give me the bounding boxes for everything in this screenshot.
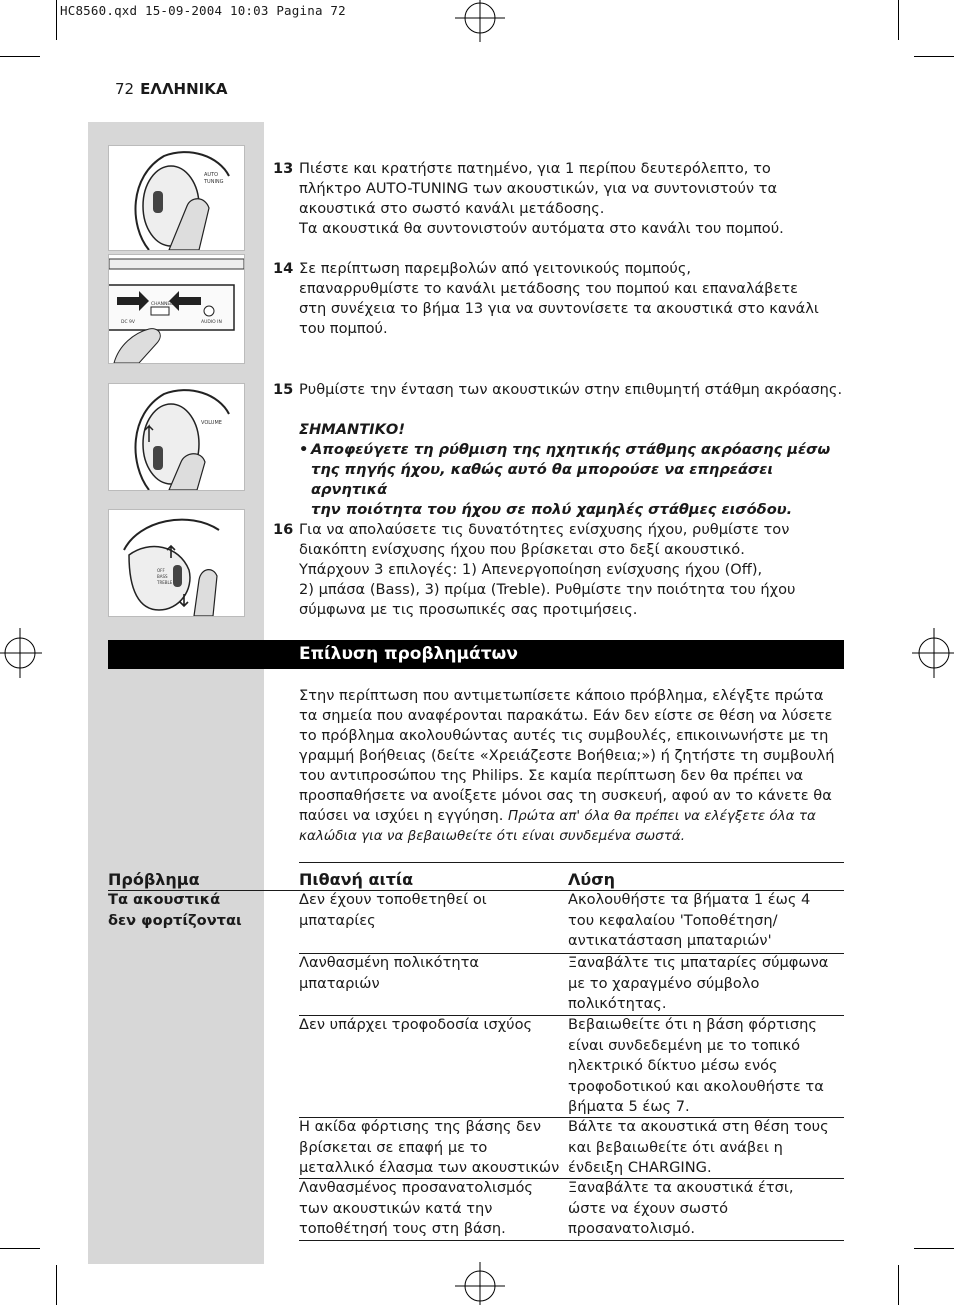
illustration-volume xyxy=(108,383,245,491)
illustration-sound-boost xyxy=(108,509,245,617)
step-text: Ρυθμίστε την ένταση των ακουστικών στην επιθυμητή στάθμη ακρόασης. xyxy=(299,381,843,398)
page-number: 72 xyxy=(115,80,135,98)
illustration-auto-tuning xyxy=(108,145,245,251)
table-top-rule xyxy=(299,862,844,863)
table-row-1-cause: Δεν έχουν τοποθετηθεί οι μπαταρίες xyxy=(299,891,487,929)
svg-text:OFF: OFF xyxy=(157,568,165,573)
section-heading-bar xyxy=(108,640,844,669)
step-text: Για να απολαύσετε τις δυνατότητες ενίσχυσης ήχου, ρυθμίστε τον διακόπτη ενίσχυσης ήχου που βρίσκεται στο δεξί ακουστικό. Υπάρχουν 3 επιλογές: 1) Απενεργοποίηση ενίσχυσης ήχου (Off), 2) μπάσα (Bass), 3) πρίμα (Treble). Ρυθμίστε την ποιότητα του ήχου σύμφωνα με τις προσωπικές σας προτιμήσεις. xyxy=(299,521,796,618)
svg-text:VOLUME: VOLUME xyxy=(201,420,222,426)
registration-mark-right xyxy=(912,628,954,678)
registration-mark-top xyxy=(455,0,505,42)
svg-text:DC 9V: DC 9V xyxy=(121,320,135,325)
illustration-transmitter xyxy=(108,254,245,364)
table-row-5-cause: Λανθασμένος προσανατολισμός των ακουστικών κατά την τοποθέτησή τους στη βάση. xyxy=(299,1179,533,1237)
headphone-auto-tuning-icon xyxy=(109,146,244,250)
step-number: 14 xyxy=(273,260,294,277)
table-row-4-cause: Η ακίδα φόρτισης της βάσης δεν βρίσκεται σε επαφή με το μεταλλικό έλασμα των ακουστικών xyxy=(299,1118,560,1176)
print-header: HC8560.qxd 15-09-2004 10:03 Pagina 72 xyxy=(60,3,346,18)
headphone-volume-icon xyxy=(109,384,244,490)
table-row-2-cause: Λανθασμένη πολικότητα μπαταριών xyxy=(299,954,480,992)
table-row-5-solution: Ξαναβάλτε τα ακουστικά έτσι, ώστε να έχουν σωστό προσανατολισμό. xyxy=(568,1179,794,1237)
step-number: 16 xyxy=(273,521,294,538)
step-number: 13 xyxy=(273,160,294,177)
table-bottom-rule xyxy=(299,1240,844,1241)
svg-text:BASS: BASS xyxy=(157,574,168,579)
transmitter-channel-switch-icon xyxy=(109,255,244,363)
section-heading: Επίλυση προβλημάτων xyxy=(299,644,518,664)
page-language: ΕΛΛΗΝΙΚΑ xyxy=(140,80,228,98)
svg-text:TREBLE: TREBLE xyxy=(157,580,173,585)
page-header xyxy=(115,80,227,98)
step-text: Πιέστε και κρατήστε πατημένο, για 1 περίπου δευτερόλεπτο, το πλήκτρο AUTO-TUNING των ακουστικών, για να συντονιστούν τα ακουστικά στο σωστό κανάλι μετάδοσης. Τα ακουστικά θα συντονιστούν αυτόματα στο κανάλι του πομπού. xyxy=(299,160,784,237)
table-row-3-cause: Δεν υπάρχει τροφοδοσία ισχύος xyxy=(299,1016,533,1033)
column-header-problem: Πρόβλημα xyxy=(108,870,200,889)
problem-cell: Τα ακουστικά δεν φορτίζονται xyxy=(108,891,242,929)
registration-mark-left xyxy=(0,628,42,678)
svg-text:CHANNEL: CHANNEL xyxy=(151,302,173,307)
svg-text:TUNING: TUNING xyxy=(204,179,224,185)
step-number: 15 xyxy=(273,381,294,398)
column-header-cause: Πιθανή αιτία xyxy=(299,870,414,889)
table-row-3-solution: Βεβαιωθείτε ότι η βάση φόρτισης είναι συνδεδεμένη με το τοπικό ηλεκτρικό δίκτυο μέσω ενός τροφοδοτικού και ακολουθήστε τα βήματα 5 έως 7. xyxy=(568,1016,824,1115)
important-note xyxy=(299,420,845,520)
svg-text:AUTO: AUTO xyxy=(204,172,219,178)
headphone-sound-boost-icon xyxy=(109,510,244,616)
table-row-4-solution: Βάλτε τα ακουστικά στη θέση τους και βεβαιωθείτε ότι ανάβει η ένδειξη CHARGING. xyxy=(568,1118,829,1176)
svg-text:AUDIO IN: AUDIO IN xyxy=(201,320,222,325)
important-bullet-text: • Αποφεύγετε τη ρύθμιση της ηχητικής στάθμης ακρόασης μέσω της πηγής ήχου, καθώς αυτό θα μπορούσε να επηρεάσει αρνητικά την ποιότητα του ήχου σε πολύ χαμηλές στάθμες εισόδου. xyxy=(299,441,831,518)
column-header-solution: Λύση xyxy=(568,870,616,889)
table-row-1-solution: Ακολουθήστε τα βήματα 1 έως 4 του κεφαλαίου 'Τοποθέτηση/ αντικατάσταση μπαταριών' xyxy=(568,891,811,949)
table-row-2-solution: Ξαναβάλτε τις μπαταρίες σύμφωνα με το χαραγμένο σύμβολο πολικότητας. xyxy=(568,954,829,1012)
troubleshooting-intro: Στην περίπτωση που αντιμετωπίσετε κάποιο πρόβλημα, ελέγξτε πρώτα τα σημεία που αναφέρονται παρακάτω. Εάν δεν είστε σε θέση να λύσετε το πρόβλημα ακολουθώντας αυτές τις συμβουλές, επικοινωνήστε με τη γραμμή βοήθειας (δείτε «Χρειάζεστε Βοήθεια;») ή ζητήστε τη συμβουλή του αντιπροσώπου της Philips. Σε καμία περίπτωση δεν θα πρέπει να προσπαθήσετε να ανοίξετε μόνοι σας τη συσκευή, αφού αν το κάνετε θα παύσει να ισχύει η εγγύηση. Πρώτα απ' όλα θα πρέπει να ελέγξετε όλα τα καλώδια για να βεβαιωθείτε ότι είναι συνδεμένα σωστά. xyxy=(299,687,835,844)
important-title: ΣΗΜΑΝΤΙΚΟ! xyxy=(299,421,405,438)
registration-mark-bottom xyxy=(455,1262,505,1305)
step-text: Σε περίπτωση παρεμβολών από γειτονικούς πομπούς, επαναρρυθμίστε το κανάλι μετάδοσης του πομπού και επαναλάβετε στη συνέχεια το βήμα 13 για να συντονίσετε τα ακουστικά στο κανάλι του πομπού. xyxy=(299,260,819,337)
